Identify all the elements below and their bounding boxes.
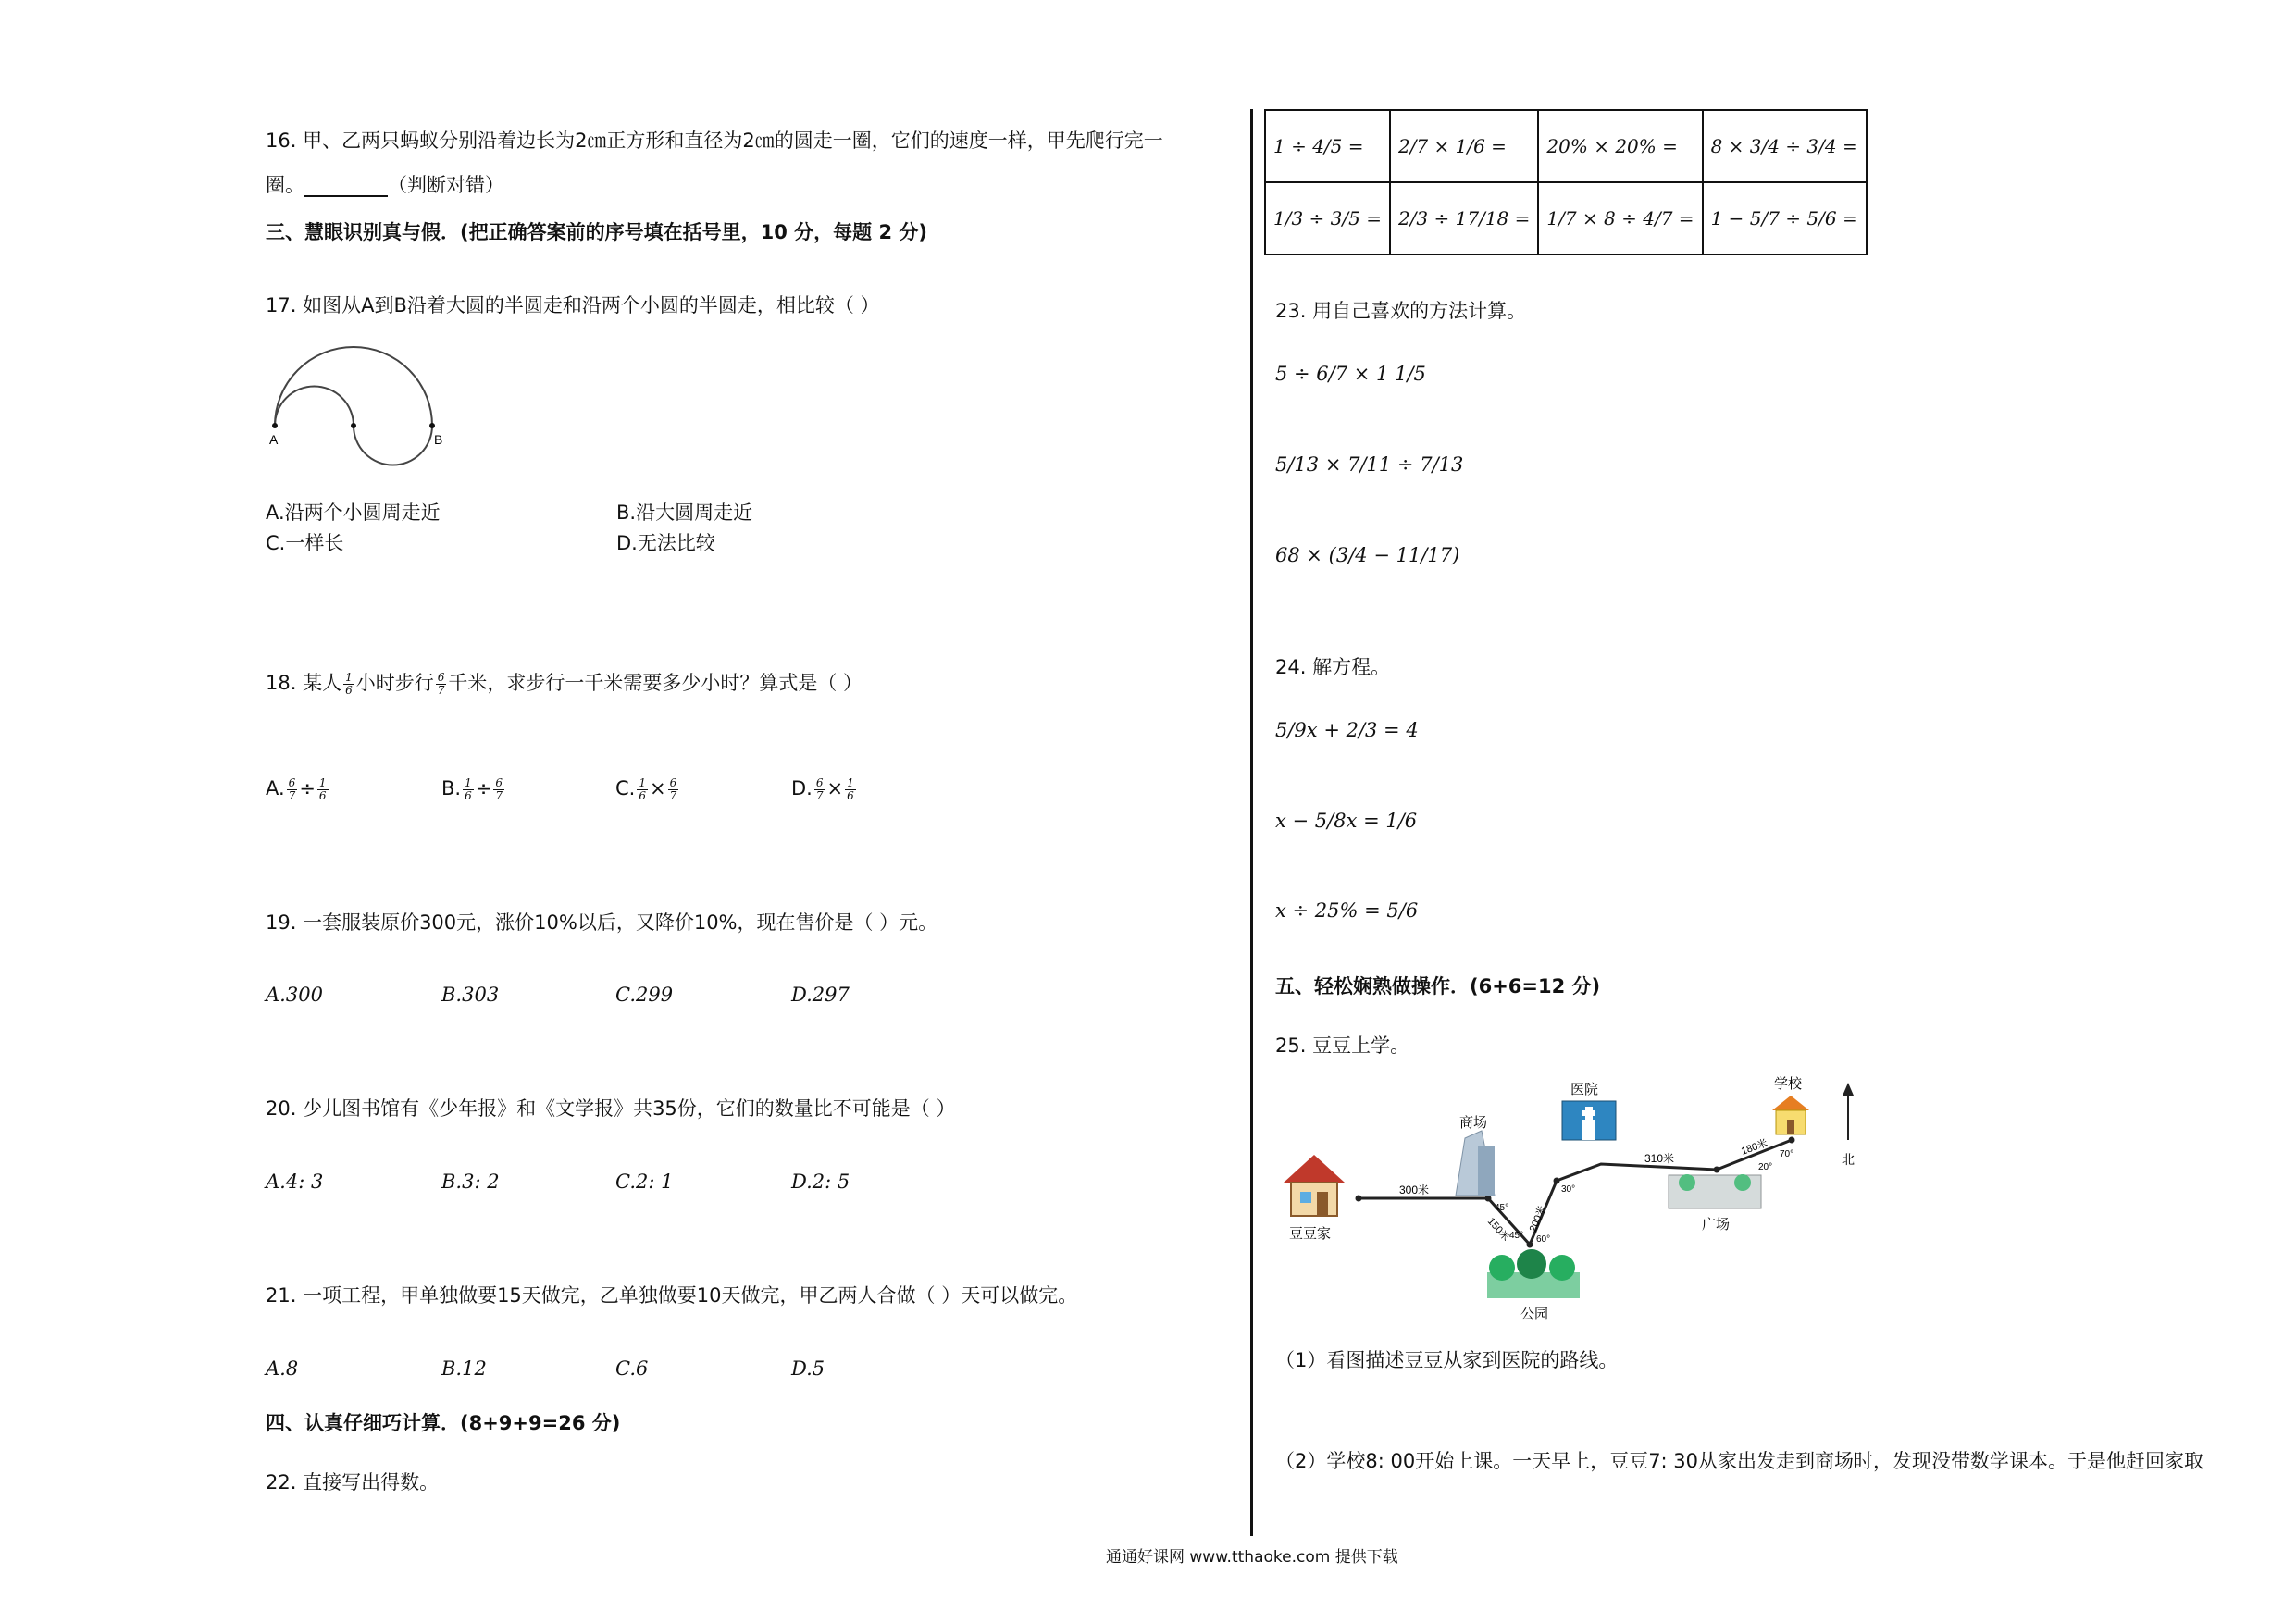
q17-option-c[interactable]: C.一样长 (266, 532, 344, 554)
distance-label: 180米 (1739, 1137, 1769, 1158)
label-a: A (269, 432, 279, 447)
distance-label: 300米 (1399, 1183, 1430, 1196)
numerator: 6 (437, 671, 445, 684)
q16-judge: （判断对错） (388, 174, 504, 196)
q23-expression-3: 68 × (3/4 − 11/17) (1275, 544, 1460, 566)
q25-part1: （1）看图描述豆豆从家到医院的路线。 (1275, 1349, 1619, 1371)
angle-label: 20° (1758, 1162, 1773, 1172)
numerator: 6 (669, 776, 677, 789)
denominator: 7 (815, 788, 824, 802)
angle-label: 60° (1536, 1234, 1551, 1245)
q18-option-c[interactable] (615, 777, 680, 801)
label-park: 公园 (1520, 1307, 1549, 1322)
school-icon (1772, 1096, 1809, 1134)
angle-label: 45° (1509, 1231, 1524, 1241)
denominator: 7 (437, 683, 445, 697)
q23-stem: 23. 用自己喜欢的方法计算。 (1275, 300, 1527, 322)
label-b: B (434, 432, 443, 447)
denominator: 6 (465, 788, 472, 802)
q20-stem: 20. 少儿图书馆有《少年报》和《文学报》共35份，它们的数量比不可能是（ ） (266, 1097, 956, 1120)
q22-stem: 22. 直接写出得数。 (266, 1471, 440, 1493)
calc-cell: 1 ÷ 4/5 = (1265, 110, 1390, 182)
q19-option-c[interactable]: C.299 (615, 984, 674, 1006)
fraction (845, 777, 856, 801)
route-map (1272, 1073, 1874, 1328)
calc-cell: 1 − 5/7 ÷ 5/6 = (1703, 182, 1867, 254)
semicircle-diagram (264, 341, 449, 479)
q18-option-b[interactable] (441, 777, 506, 801)
column-divider (1250, 109, 1253, 1536)
label-mall: 商场 (1459, 1115, 1488, 1131)
fraction (287, 777, 298, 801)
section5-title: 五、轻松娴熟做操作．(6+6=12 分) (1275, 975, 1601, 997)
park-icon (1487, 1249, 1580, 1298)
numerator: 6 (815, 776, 824, 789)
q17-option-b[interactable]: B.沿大圆周走近 (616, 502, 753, 524)
q16-line2 (266, 174, 504, 197)
calc-cell: 1/7 × 8 ÷ 4/7 = (1538, 182, 1702, 254)
numerator: 1 (639, 776, 646, 789)
distance-label: 150米 (1484, 1215, 1512, 1244)
denominator: 7 (669, 788, 677, 802)
calc-cell: 2/3 ÷ 17/18 = (1390, 182, 1538, 254)
q18-stem-part2: 小时步行 (355, 672, 434, 695)
section3-title: 三、慧眼识别真与假．(把正确答案前的序号填在括号里，10 分，每题 2 分) (266, 221, 927, 243)
numerator: 1 (345, 671, 353, 684)
option-label: D. (791, 777, 813, 800)
q21-stem: 21. 一项工程，甲单独做要15天做完，乙单独做要10天做完，甲乙两人合做（ ）天可以做完。 (266, 1284, 1078, 1307)
angle-label: 45° (1495, 1203, 1509, 1213)
q21-option-a[interactable]: A.8 (266, 1357, 299, 1380)
label-school: 学校 (1774, 1076, 1803, 1092)
q24-equation-1: 5/9x + 2/3 = 4 (1275, 719, 1419, 741)
q20-option-b[interactable]: B.3: 2 (441, 1171, 500, 1193)
denominator: 7 (495, 788, 503, 802)
q21-option-c[interactable]: C.6 (615, 1357, 649, 1380)
section4-title: 四、认真仔细巧计算．(8+9+9=26 分) (266, 1412, 621, 1434)
q17-stem: 17. 如图从A到B沿着大圆的半圆走和沿两个小圆的半圆走，相比较（ ） (266, 294, 880, 316)
footer-text[interactable]: 通通好课网 www.tthaoke.com 提供下载 (1106, 1548, 1398, 1567)
q19-option-d[interactable]: D.297 (791, 984, 850, 1006)
q18-fraction-distance (436, 672, 447, 696)
calc-row (1265, 182, 1867, 254)
operator: ÷ (299, 777, 316, 800)
numerator: 1 (847, 776, 854, 789)
small-semicircle-upper (275, 387, 354, 427)
angle-label: 70° (1780, 1149, 1794, 1159)
answer-blank (304, 179, 388, 197)
calc-cell: 8 × 3/4 ÷ 3/4 = (1703, 110, 1867, 182)
q18-option-a[interactable] (266, 777, 330, 801)
small-semicircle-lower (354, 426, 432, 465)
fraction (814, 777, 825, 801)
q17-option-a[interactable]: A.沿两个小圆周走近 (266, 502, 441, 524)
q18-stem-part3: 千米，求步行一千米需要多少小时？算式是（ ） (448, 672, 863, 695)
q21-option-d[interactable]: D.5 (791, 1357, 825, 1380)
option-label: C. (615, 777, 636, 800)
q19-stem: 19. 一套服装原价300元，涨价10%以后，又降价10%，现在售价是（ ）元。 (266, 911, 938, 934)
calc-row (1265, 110, 1867, 182)
numerator: 1 (318, 776, 327, 789)
q18-stem (266, 672, 863, 696)
calc-table (1264, 109, 1868, 255)
q25-stem: 25. 豆豆上学。 (1275, 1035, 1410, 1057)
denominator: 6 (345, 683, 353, 697)
point-mid (351, 423, 356, 428)
q21-option-b[interactable]: B.12 (441, 1357, 487, 1380)
option-label: B. (441, 777, 462, 800)
numerator: 1 (465, 776, 472, 789)
fraction (493, 777, 504, 801)
q20-option-c[interactable]: C.2: 1 (615, 1171, 674, 1193)
north-arrow-icon (1843, 1083, 1854, 1140)
q19-option-b[interactable]: B.303 (441, 984, 500, 1006)
q16-line1: 16. 甲、乙两只蚂蚁分别沿着边长为2㎝正方形和直径为2㎝的圆走一圈，它们的速度一样，甲先爬行完一 (266, 130, 1163, 152)
q16-line2-start: 圈。 (266, 174, 304, 196)
distance-label: 310米 (1644, 1152, 1675, 1165)
q20-option-a[interactable]: A.4: 3 (266, 1171, 324, 1193)
label-home: 豆豆家 (1289, 1226, 1332, 1242)
q18-option-d[interactable] (791, 777, 858, 801)
denominator: 6 (847, 788, 854, 802)
option-label: A. (266, 777, 285, 800)
square-icon (1669, 1174, 1761, 1208)
label-hospital: 医院 (1570, 1082, 1599, 1097)
q19-option-a[interactable]: A.300 (266, 984, 323, 1006)
denominator: 6 (318, 788, 327, 802)
numerator: 6 (288, 776, 296, 789)
operator: × (826, 777, 844, 800)
denominator: 7 (288, 788, 296, 802)
fraction (637, 777, 648, 801)
fraction (668, 777, 679, 801)
point-b (429, 423, 435, 428)
fraction (463, 777, 474, 801)
calc-cell: 1/3 ÷ 3/5 = (1265, 182, 1390, 254)
point-a (272, 423, 278, 428)
calc-cell: 2/7 × 1/6 = (1390, 110, 1538, 182)
q18-stem-part1: 18. 某人 (266, 672, 342, 695)
q18-fraction-time (343, 672, 354, 696)
denominator: 6 (639, 788, 646, 802)
label-square: 广场 (1702, 1217, 1731, 1233)
label-north: 北 (1842, 1152, 1855, 1167)
numerator: 6 (495, 776, 503, 789)
q25-part2: （2）学校8: 00开始上课。一天早上，豆豆7: 30从家出发走到商场时，发现没带数学课本。于是他赶回家取 (1275, 1450, 2204, 1472)
q23-expression-2: 5/13 × 7/11 ÷ 7/13 (1275, 453, 1464, 476)
home-icon (1284, 1155, 1345, 1216)
fraction (317, 777, 329, 801)
q17-option-d[interactable]: D.无法比较 (616, 532, 715, 554)
calc-cell: 20% × 20% = (1538, 110, 1702, 182)
distance-label: 200米 (1527, 1204, 1549, 1234)
q24-equation-2: x − 5/8x = 1/6 (1275, 810, 1418, 832)
q23-expression-1: 5 ÷ 6/7 × 1 1/5 (1275, 363, 1426, 385)
operator: ÷ (475, 777, 492, 800)
hospital-icon (1562, 1101, 1616, 1140)
q24-stem: 24. 解方程。 (1275, 656, 1391, 678)
q20-option-d[interactable]: D.2: 5 (791, 1171, 850, 1193)
operator: × (649, 777, 666, 800)
large-semicircle (275, 347, 432, 426)
mall-icon (1456, 1131, 1495, 1196)
q24-equation-3: x ÷ 25% = 5/6 (1275, 899, 1419, 922)
angle-label: 30° (1561, 1184, 1576, 1195)
